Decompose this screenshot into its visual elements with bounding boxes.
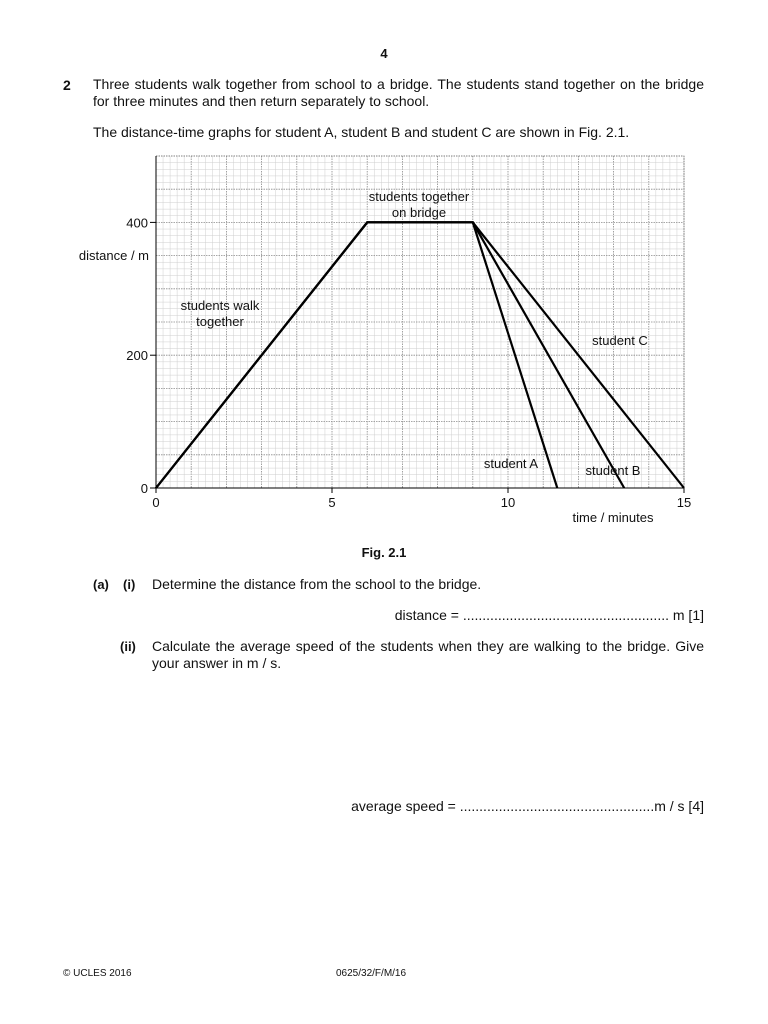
x-tick-label: 0 [152, 495, 160, 510]
annotation-student-a: student A [483, 456, 539, 471]
y-tick-label: 400 [126, 215, 148, 231]
part-a-i-question: Determine the distance from the school to the bridge. [152, 576, 482, 592]
copyright: © UCLES 2016 [63, 968, 132, 979]
annotation-student-c: student C [592, 333, 648, 348]
part-a-label: (a) [93, 577, 109, 592]
x-tick-label: 10 [500, 495, 516, 510]
question-intro: The distance-time graphs for student A, student B and student C are shown in Fig. 2.1. [93, 124, 630, 140]
y-axis-label: distance / m [78, 248, 149, 263]
annotation-walk-line2: together [196, 314, 244, 329]
figure-caption: Fig. 2.1 [361, 545, 407, 560]
annotation-student-b: student B [585, 463, 641, 478]
annotation-bridge-line2: on bridge [391, 205, 447, 220]
paper-code: 0625/32/F/M/16 [336, 968, 407, 979]
distance-answer-line[interactable]: distance = ..................................................... m [1] [394, 607, 704, 623]
annotation-bridge-line1: students together [368, 189, 470, 204]
y-tick-label: 0 [140, 481, 148, 496]
average-speed-answer-line[interactable]: average speed = ..................................................m / s [4] [351, 798, 704, 814]
annotation-walk-line1: students walk [180, 298, 260, 313]
question-number: 2 [63, 77, 71, 93]
x-tick-label: 15 [676, 495, 692, 510]
part-a-ii-question: Calculate the average speed of the students when they are walking to the bridge. Give your answer in m / s. [152, 638, 704, 671]
x-axis-label: time / minutes [572, 510, 654, 525]
x-tick-label: 5 [328, 495, 336, 510]
part-a-ii-label: (ii) [120, 639, 136, 654]
y-tick-label: 200 [126, 348, 148, 364]
page-number: 4 [380, 46, 388, 61]
question-text: Three students walk together from school to a bridge. The students stand together on the bridge for three minutes and then return separately to school. [93, 76, 704, 109]
part-a-i-label: (i) [123, 577, 136, 592]
